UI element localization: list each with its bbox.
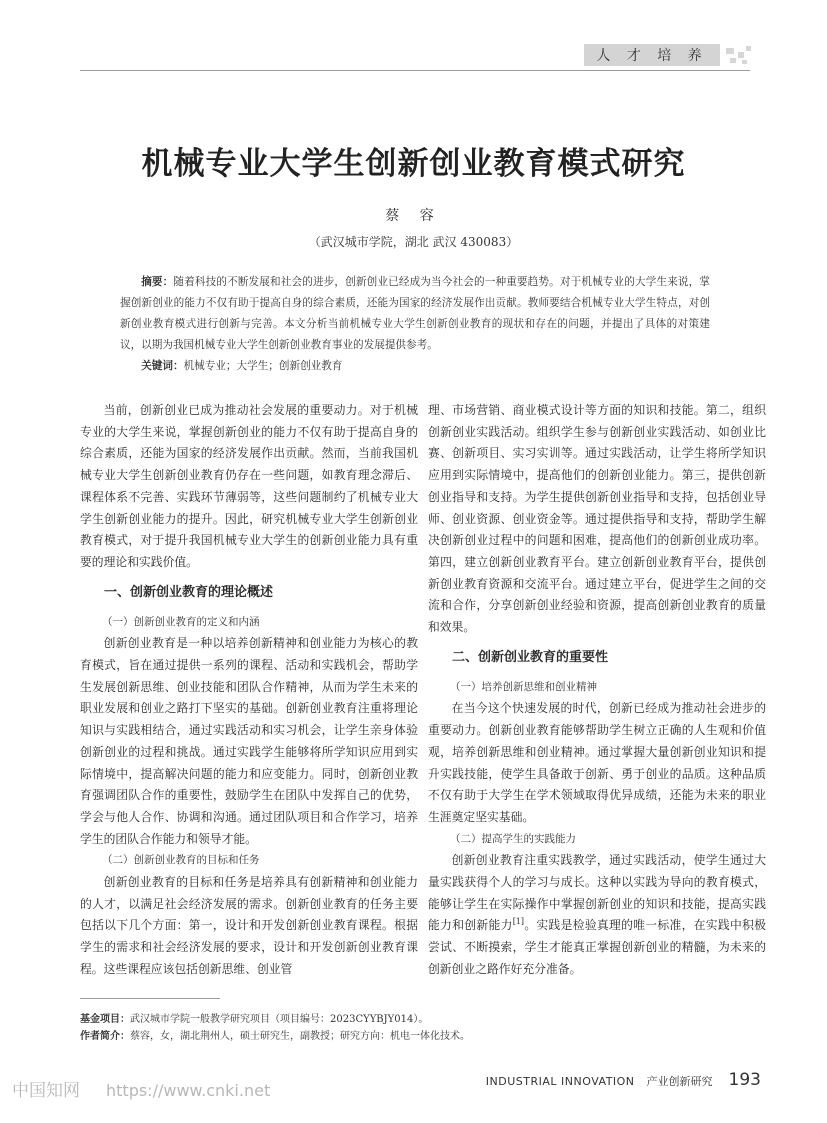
section-tag: 人 才 培 养: [584, 44, 720, 66]
abstract-label: 摘要：: [141, 276, 174, 288]
body-paragraph: 在当今这个快速发展的时代，创新已经成为推动社会进步的重要动力。创新创业教育能够帮助学生树立正确的人生观和价值观，培养创新思维和创业精神。通过掌握大量创新创业知识和提升实践技能，使学生具备敢于创新、勇于创业的品质。这种品质不仅有助于大学生在学术领域取得优异成绩，还能为未来的职业生涯奠定坚实基础。: [428, 701, 766, 824]
abstract-text: 随着科技的不断发展和社会的进步，创新创业已经成为当今社会的一种重要趋势。对于机械专业的大学生来说，掌握创新创业的能力不仅有助于提高自身的综合素质，还能为国家的经济发展作出贡献。教师要结合机械专业大学生特点，对创新创业教育模式进行创新与完善。本文分析当前机械专业大学生创新创业教育的现状和存在的问题，并提出了具体的对策建议，以期为我国机械专业大学生创新创业教育事业的发展提供参考。: [120, 276, 711, 351]
body-paragraph: [428, 850, 766, 980]
subsection-heading: （一）培养创新思维和创业精神: [450, 680, 597, 693]
author-bio-text: 蔡容，女，湖北荆州人，硕士研究生，副教授；研究方向：机电一体化技术。: [130, 1031, 470, 1042]
watermark: [12, 1076, 270, 1101]
body-text: 创新创业教育注重实践教学，通过实践活动，使学生通过大量实践获得个人的学习与成长。这种以实践为导向的教育模式，能够让学生在实际操作中掌握创新创业的知识和技能，提高实践能力和创新能力: [428, 853, 766, 933]
journal-name-cn: 产业创新研究: [646, 1075, 713, 1088]
paper-title: 机械专业大学生创新创业教育模式研究: [141, 146, 686, 182]
fund-label: 基金项目：: [80, 1014, 130, 1025]
page-number: 193: [728, 1070, 761, 1090]
keywords-label: 关键词：: [141, 360, 184, 372]
footnote-rule: [80, 998, 220, 999]
header-rule: [80, 70, 750, 71]
header-decoration: [746, 46, 751, 51]
affiliation: （武汉城市学院，湖北 武汉 430083）: [308, 235, 519, 249]
abstract: [120, 272, 710, 377]
subsection-heading: （一）创新创业教育的定义和内涵: [102, 615, 260, 628]
right-column: [428, 400, 766, 981]
page-footer: [486, 1070, 761, 1090]
section-heading: 二、创新创业教育的重要性: [452, 649, 609, 665]
left-column: [80, 400, 418, 981]
section-heading: 一、创新创业教育的理论概述: [104, 584, 274, 600]
cnki-logo: 中国知网: [12, 1081, 80, 1101]
header-decoration: [726, 48, 734, 54]
intro-paragraph: 当前，创新创业已成为推动社会发展的重要动力。对于机械专业的大学生来说，掌握创新创业的能力不仅有助于提高自身的综合素质，还能为国家的经济发展作出贡献。然而，当前我国机械专业大学生创新创业教育仍存在一些问题，如教育理念滞后、课程体系不完善、实践环节薄弱等，这些问题制约了机械专业大学生创新创业能力的提升。因此，研究机械专业大学生创新创业教育模式，对于提升我国机械专业大学生的创新创业能力具有重要的理论和实践价值。: [80, 403, 418, 569]
header-decoration: [742, 60, 747, 64]
watermark-url[interactable]: https://www.cnki.net: [106, 1081, 271, 1100]
subsection-heading: （二）提高学生的实践能力: [450, 832, 576, 845]
journal-name-en: INDUSTRIAL INNOVATION: [485, 1075, 635, 1088]
author-bio-label: 作者简介：: [80, 1031, 130, 1042]
footnotes: [80, 1011, 760, 1045]
author-name: 蔡 容: [385, 208, 442, 224]
fund-note: [80, 1011, 760, 1028]
body-paragraph: 创新创业教育是一种以培养创新精神和创业能力为核心的教育模式，旨在通过提供一系列的课程、活动和实践机会，帮助学生发展创新思维、创业技能和团队合作精神，从而为学生未来的职业发展和创业之路打下坚实的基础。创新创业教育注重将理论知识与实践相结合，通过实践活动和实习机会，让学生亲身体验创新创业的过程和挑战。通过实践学生能够将所学知识应用到实际情境中，提高解决问题的能力和应变能力。同时，创新创业教育强调团队合作的重要性，鼓励学生在团队中发挥自己的优势，学会与他人合作、协调和沟通。通过团队项目和合作学习，培养学生的团队合作能力和领导才能。: [80, 636, 418, 846]
header-decoration: [738, 52, 744, 58]
body-paragraph: 理、市场营销、商业模式设计等方面的知识和技能。第二，组织创新创业实践活动。组织学生参与创新创业实践活动、如创业比赛、创新项目、实习实训等。通过实践活动，让学生将所学知识应用到实际情境中，提高他们的创新创业能力。第三，提供创新创业指导和支持。为学生提供创新创业指导和支持，包括创业导师、创业资源、创业资金等。通过提供指导和支持，帮助学生解决创新创业过程中的问题和困难，提高他们的创新创业成功率。第四，建立创新创业教育平台。建立创新创业教育平台，提供创新创业教育资源和交流平台。通过建立平台，促进学生之间的交流和合作，分享创新创业经验和资源，提高创新创业教育的质量和效果。: [428, 403, 766, 635]
header-decoration: [730, 58, 736, 63]
citation-ref[interactable]: [1]: [512, 917, 525, 927]
fund-text: 武汉城市学院一般教学研究项目（项目编号：2023CYYBJY014）。: [130, 1014, 429, 1025]
subsection-heading: （二）创新创业教育的目标和任务: [102, 854, 260, 867]
keywords-text: 机械专业；大学生；创新创业教育: [183, 360, 343, 372]
body-text: 。实践是检验真理的唯一标准，在实践中积极尝试、不断摸索，学生才能真正掌握创新创业的精髓，为未来的创新创业之路作好充分准备。: [428, 918, 766, 976]
author-note: [80, 1028, 760, 1045]
abstract-body: [120, 272, 710, 356]
keywords: [120, 356, 710, 377]
body-paragraph: 创新创业教育的目标和任务是培养具有创新精神和创业能力的人才，以满足社会经济发展的需求。创新创业教育的任务主要包括以下几个方面：第一，设计和开发创新创业教育课程。根据学生的需求和社会经济发展的要求，设计和开发创新创业教育课程。这些课程应该包括创新思维、创业管: [80, 875, 418, 976]
